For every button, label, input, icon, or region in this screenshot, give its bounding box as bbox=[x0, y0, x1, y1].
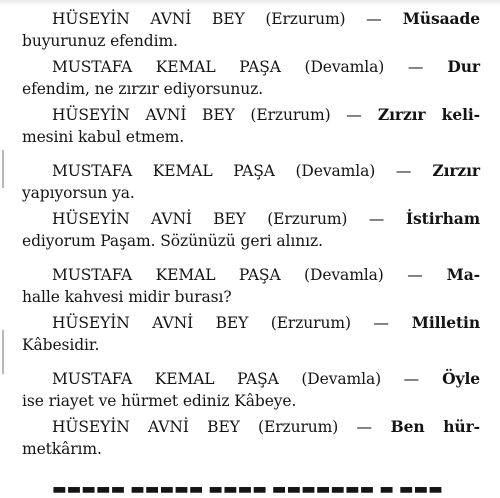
scan-margin-mark bbox=[2, 330, 4, 374]
paragraph-line-2: efendim, ne zırzır ediyorsunuz. bbox=[22, 80, 264, 98]
paragraph-line-2: Kâbesidir. bbox=[22, 336, 100, 354]
paragraph-line-1: HÜSEYİN AVNİ BEY (Erzurum) — Müsaade bbox=[52, 9, 480, 28]
reply-fragment: İstirham bbox=[384, 209, 481, 228]
paragraph-line-2: ediyorum Paşam. Sözünüzü geri alınız. bbox=[22, 232, 323, 250]
paragraph-line-1: HÜSEYİN AVNİ BEY (Erzurum) — Milletin bbox=[52, 313, 480, 332]
paragraph-line-1: MUSTAFA KEMAL PAŞA (Devamla) — Ma- bbox=[52, 265, 480, 284]
paragraph-line-2: mesini kabul etmem. bbox=[22, 128, 185, 146]
paragraph-line-2: yapıyorsun ya. bbox=[22, 184, 135, 202]
reply-fragment: Dur bbox=[423, 57, 480, 76]
reply-fragment: Zırzır keli- bbox=[361, 105, 480, 124]
paragraph-line-1: HÜSEYİN AVNİ BEY (Erzurum) — Ben hür- bbox=[52, 417, 481, 436]
paragraph-line-2: halle kahvesi midir burası? bbox=[22, 288, 232, 306]
scan-top-edge bbox=[0, 0, 500, 6]
paragraph-line-2: buyurunuz efendim. bbox=[22, 32, 178, 50]
paragraph-line-1: MUSTAFA KEMAL PAŞA (Devamla) — Öyle bbox=[52, 369, 481, 388]
paragraph-line-1: MUSTAFA KEMAL PAŞA (Devamla) — Dur bbox=[52, 57, 480, 76]
cut-off-text-line: ▬▬▬▬▬ ▬▬▬▬▬ ▬▬▬▬ ▬▬▬▬▬▬▬ ▬ ▬▬▬ bbox=[52, 480, 443, 498]
paragraph-line-1: HÜSEYİN AVNİ BEY (Erzurum) — İstirham bbox=[52, 209, 481, 228]
paragraph-line-2: metkârım. bbox=[22, 440, 102, 458]
reply-fragment: Ma- bbox=[422, 265, 480, 284]
paragraph-line-1: MUSTAFA KEMAL PAŞA (Devamla) — Zırzır bbox=[52, 161, 480, 180]
paragraph-line-2: ise riayet ve hürmet ediniz Kâbeye. bbox=[22, 392, 297, 410]
reply-fragment: Öyle bbox=[419, 369, 481, 388]
scan-margin-mark bbox=[2, 150, 4, 188]
reply-fragment: Zırzır bbox=[411, 161, 480, 180]
reply-fragment: Milletin bbox=[388, 313, 480, 332]
paragraph-line-1: HÜSEYİN AVNİ BEY (Erzurum) — Zırzır keli- bbox=[52, 105, 480, 124]
reply-fragment: Müsaade bbox=[381, 9, 480, 28]
reply-fragment: Ben hür- bbox=[371, 417, 481, 436]
